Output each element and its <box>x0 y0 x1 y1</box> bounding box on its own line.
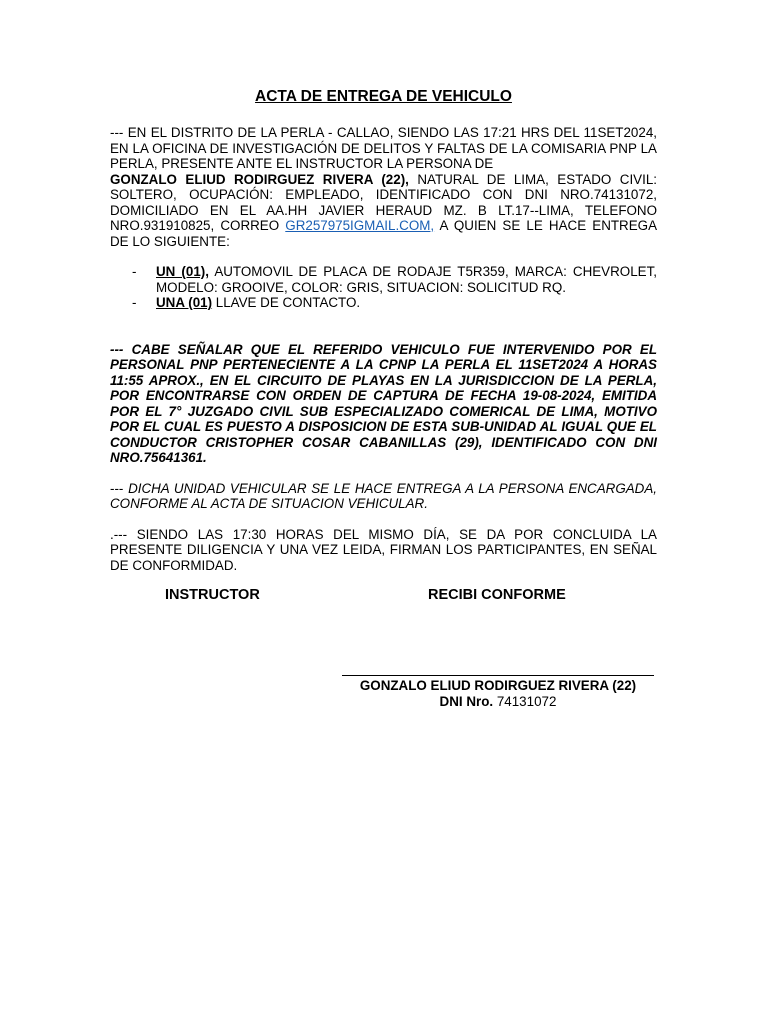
dni-value: 74131072 <box>493 694 557 709</box>
list-item <box>110 264 657 295</box>
intro-paragraph <box>110 125 657 249</box>
item-text: LLAVE DE CONTACTO. <box>212 295 361 310</box>
signature-labels <box>110 588 657 608</box>
list-dash: - <box>132 264 137 279</box>
person-name: GONZALO ELIUD RODIRGUEZ RIVERA (22), <box>110 171 409 187</box>
delivery-text: DICHA UNIDAD VEHICULAR SE LE HACE ENTREGA A LA PERSONA ENCARGADA, CONFORME AL ACTA DE SITUACION VEHICULAR. <box>110 480 657 511</box>
document-body <box>110 88 657 608</box>
item-text: AUTOMOVIL DE PLACA DE RODAJE T5R359, MARCA: CHEVROLET, MODELO: GROOIVE, COLOR: GRIS, SITUACION: SOLICITUD RQ. <box>156 264 657 295</box>
intro-text-1: --- EN EL DISTRITO DE LA PERLA - CALLAO, SIENDO LAS 17:21 HRS DEL 11SET2024, EN LA OFICINA DE INVESTIGACIÓN DE DELITOS Y FALTAS DE LA COMISARIA PNP LA PERLA, PRESENTE ANTE EL INSTRUCTOR LA PERSONA DE <box>110 125 657 171</box>
dni-label: DNI Nro. <box>439 694 494 709</box>
item-label: UNA (01) <box>156 295 213 310</box>
intro-text-2: NATURAL DE LIMA, ESTADO CIVIL: SOLTERO, OCUPACIÓN: EMPLEADO, IDENTIFICADO CON DNI NRO.74131072, DOMICILIADO EN EL AA.HH JAVIER HERAUD MZ. B LT.17--LIMA, TELEFONO NRO.931910825, CORREO <box>110 171 657 233</box>
list-item <box>110 295 657 311</box>
list-dash: - <box>132 295 137 310</box>
receiver-name: GONZALO ELIUD RODIRGUEZ RIVERA (22) <box>359 678 637 693</box>
receiver-label: RECIBI CONFORME <box>428 587 566 603</box>
email-link[interactable]: GR257975IGMAIL.COM, <box>285 218 435 233</box>
closing-paragraph: .--- SIENDO LAS 17:30 HORAS DEL MISMO DÍA, SE DA POR CONCLUIDA LA PRESENTE DILIGENCIA Y UNA VEZ LEIDA, FIRMAN LOS PARTICIPANTES, EN SEÑAL DE CONFORMIDAD. <box>110 526 657 573</box>
delivery-paragraph <box>110 481 657 512</box>
item-label: UN (01), <box>156 264 209 279</box>
receiver-dni <box>342 694 654 710</box>
delivery-prefix: --- <box>110 480 129 496</box>
signature-line <box>342 675 654 676</box>
document-title: ACTA DE ENTREGA DE VEHICULO <box>255 88 512 105</box>
delivered-items-list <box>110 264 657 311</box>
note-paragraph: --- CABE SEÑALAR QUE EL REFERIDO VEHICULO FUE INTERVENIDO POR EL PERSONAL PNP PERTENECIENTE A LA CPNP LA PERLA EL 11SET2024 A HORAS 11:55 APROX., EN EL CIRCUITO DE PLAYAS EN LA JURISDICCION DE LA PERLA, POR ENCONTRARSE CON ORDEN DE CAPTURA DE FECHA 19-08-2024, EMITIDA POR EL 7° JUZGADO CIVIL SUB ESPECIALIZADO COMERICAL DE LIMA, MOTIVO POR EL CUAL ES PUESTO A DISPOSICION DE ESTA SUB-UNIDAD AL IGUAL QUE EL CONDUCTOR CRISTOPHER COSAR CABANILLAS (29), IDENTIFICADO CON DNI NRO.75641361. <box>110 341 657 465</box>
instructor-label: INSTRUCTOR <box>165 587 260 603</box>
intro-text-3: A QUIEN SE LE HACE ENTREGA DE LO SIGUIENTE: <box>110 218 658 249</box>
